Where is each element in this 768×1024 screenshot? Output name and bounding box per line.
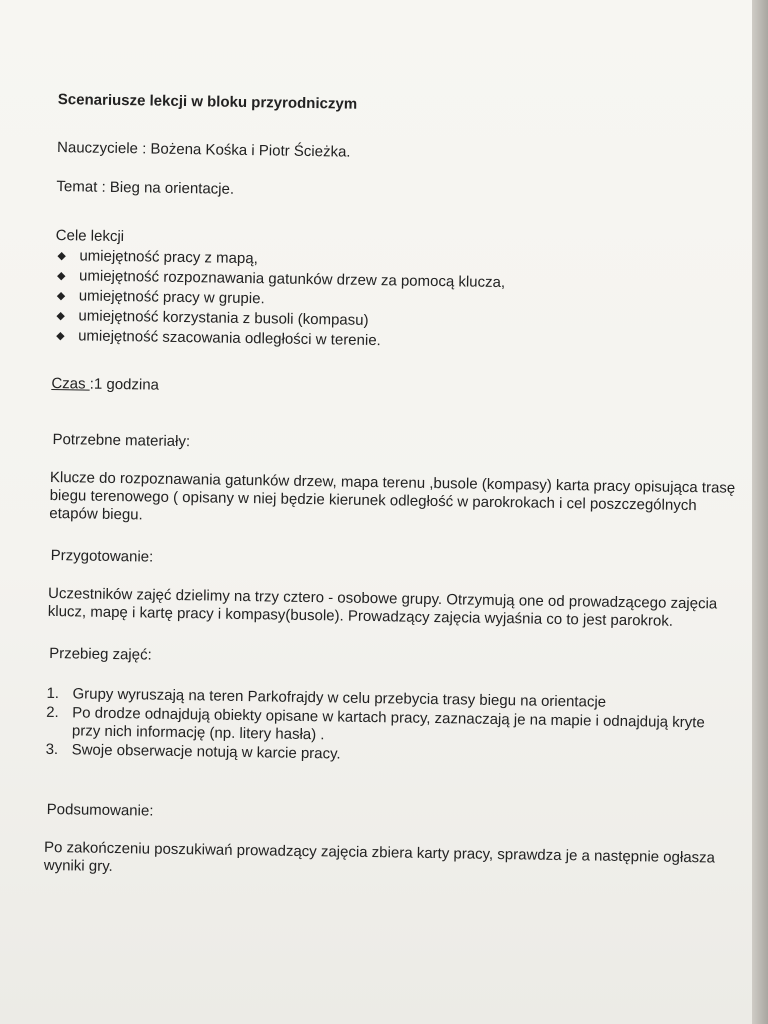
preparation-text: Uczestników zajęć dzielimy na trzy cztero - osobowe grupy. Otrzymują one od prowadzącego zajęcia klucz, mapę i kartę pracy i kompasy(busole). Prowadzący zajęcia wyjaśnia co to jest parokrok. bbox=[47, 584, 718, 630]
goal-text: umiejętność pracy z mapą, bbox=[79, 247, 258, 268]
diamond-bullet-icon: ◆ bbox=[56, 270, 66, 283]
time-value: :1 godzina bbox=[89, 375, 160, 394]
materials-heading: Potrzebne materiały: bbox=[52, 430, 191, 451]
summary-text: Po zakończeniu poszukiwań prowadzący zajęcia zbiera karty pracy, sprawdza je a następnie ogłasza wyniki gry. bbox=[43, 838, 716, 875]
document-content bbox=[43, 91, 746, 910]
step-number: 1. bbox=[46, 684, 60, 703]
goal-text: umiejętność pracy w grupie. bbox=[78, 287, 265, 308]
step-text: Grupy wyruszają na teren Parkofrajdy w celu przebycia trasy biegu na orientacje bbox=[72, 685, 607, 711]
step-text: Po drodze odnajdują obiekty opisane w kartach pracy, zaznaczają je na mapie i odnajdują kryte przy nich informację (np. litery hasła) . bbox=[71, 704, 705, 744]
step-number: 3. bbox=[45, 740, 59, 759]
diamond-bullet-icon: ◆ bbox=[57, 250, 66, 263]
teachers-line: Nauczyciele : Bożena Kośka i Piotr Ścieżka. bbox=[56, 139, 351, 161]
materials-text: Klucze do rozpoznawania gatunków drzew, mapa terenu ,busole (kompasy) karta pracy opisująca trasę biegu terenowego ( opisany w niej będzie kierunek odległość w parokrokach i cel poszczególnych etapów biegu. bbox=[49, 468, 736, 524]
goal-text: umiejętność korzystania z busoli (kompasu) bbox=[78, 307, 369, 329]
time-line bbox=[51, 375, 741, 404]
goals-section bbox=[52, 227, 744, 356]
preparation-heading: Przygotowanie: bbox=[50, 546, 154, 566]
goal-text: umiejętność rozpoznawania gatunków drzew za pomocą klucza, bbox=[78, 267, 506, 292]
goals-list bbox=[52, 247, 743, 356]
step-number: 2. bbox=[46, 703, 59, 722]
document-title: Scenariusze lekcji w bloku przyrodniczym bbox=[57, 91, 358, 113]
step-text: Swoje obserwacje notują w karcie pracy. bbox=[71, 741, 341, 763]
topic-line: Temat : Bieg na orientacje. bbox=[56, 178, 235, 198]
time-label: Czas bbox=[51, 374, 90, 393]
diamond-bullet-icon: ◆ bbox=[56, 310, 66, 323]
diamond-bullet-icon: ◆ bbox=[56, 330, 65, 343]
summary-heading: Podsumowanie: bbox=[46, 800, 154, 820]
course-heading: Przebieg zajęć: bbox=[49, 644, 152, 664]
goal-text: umiejętność szacowania odległości w terenie. bbox=[78, 327, 381, 350]
goals-heading: Cele lekcji bbox=[55, 227, 125, 246]
diamond-bullet-icon: ◆ bbox=[56, 290, 66, 303]
table-edge bbox=[752, 0, 768, 1024]
course-steps bbox=[46, 685, 737, 770]
